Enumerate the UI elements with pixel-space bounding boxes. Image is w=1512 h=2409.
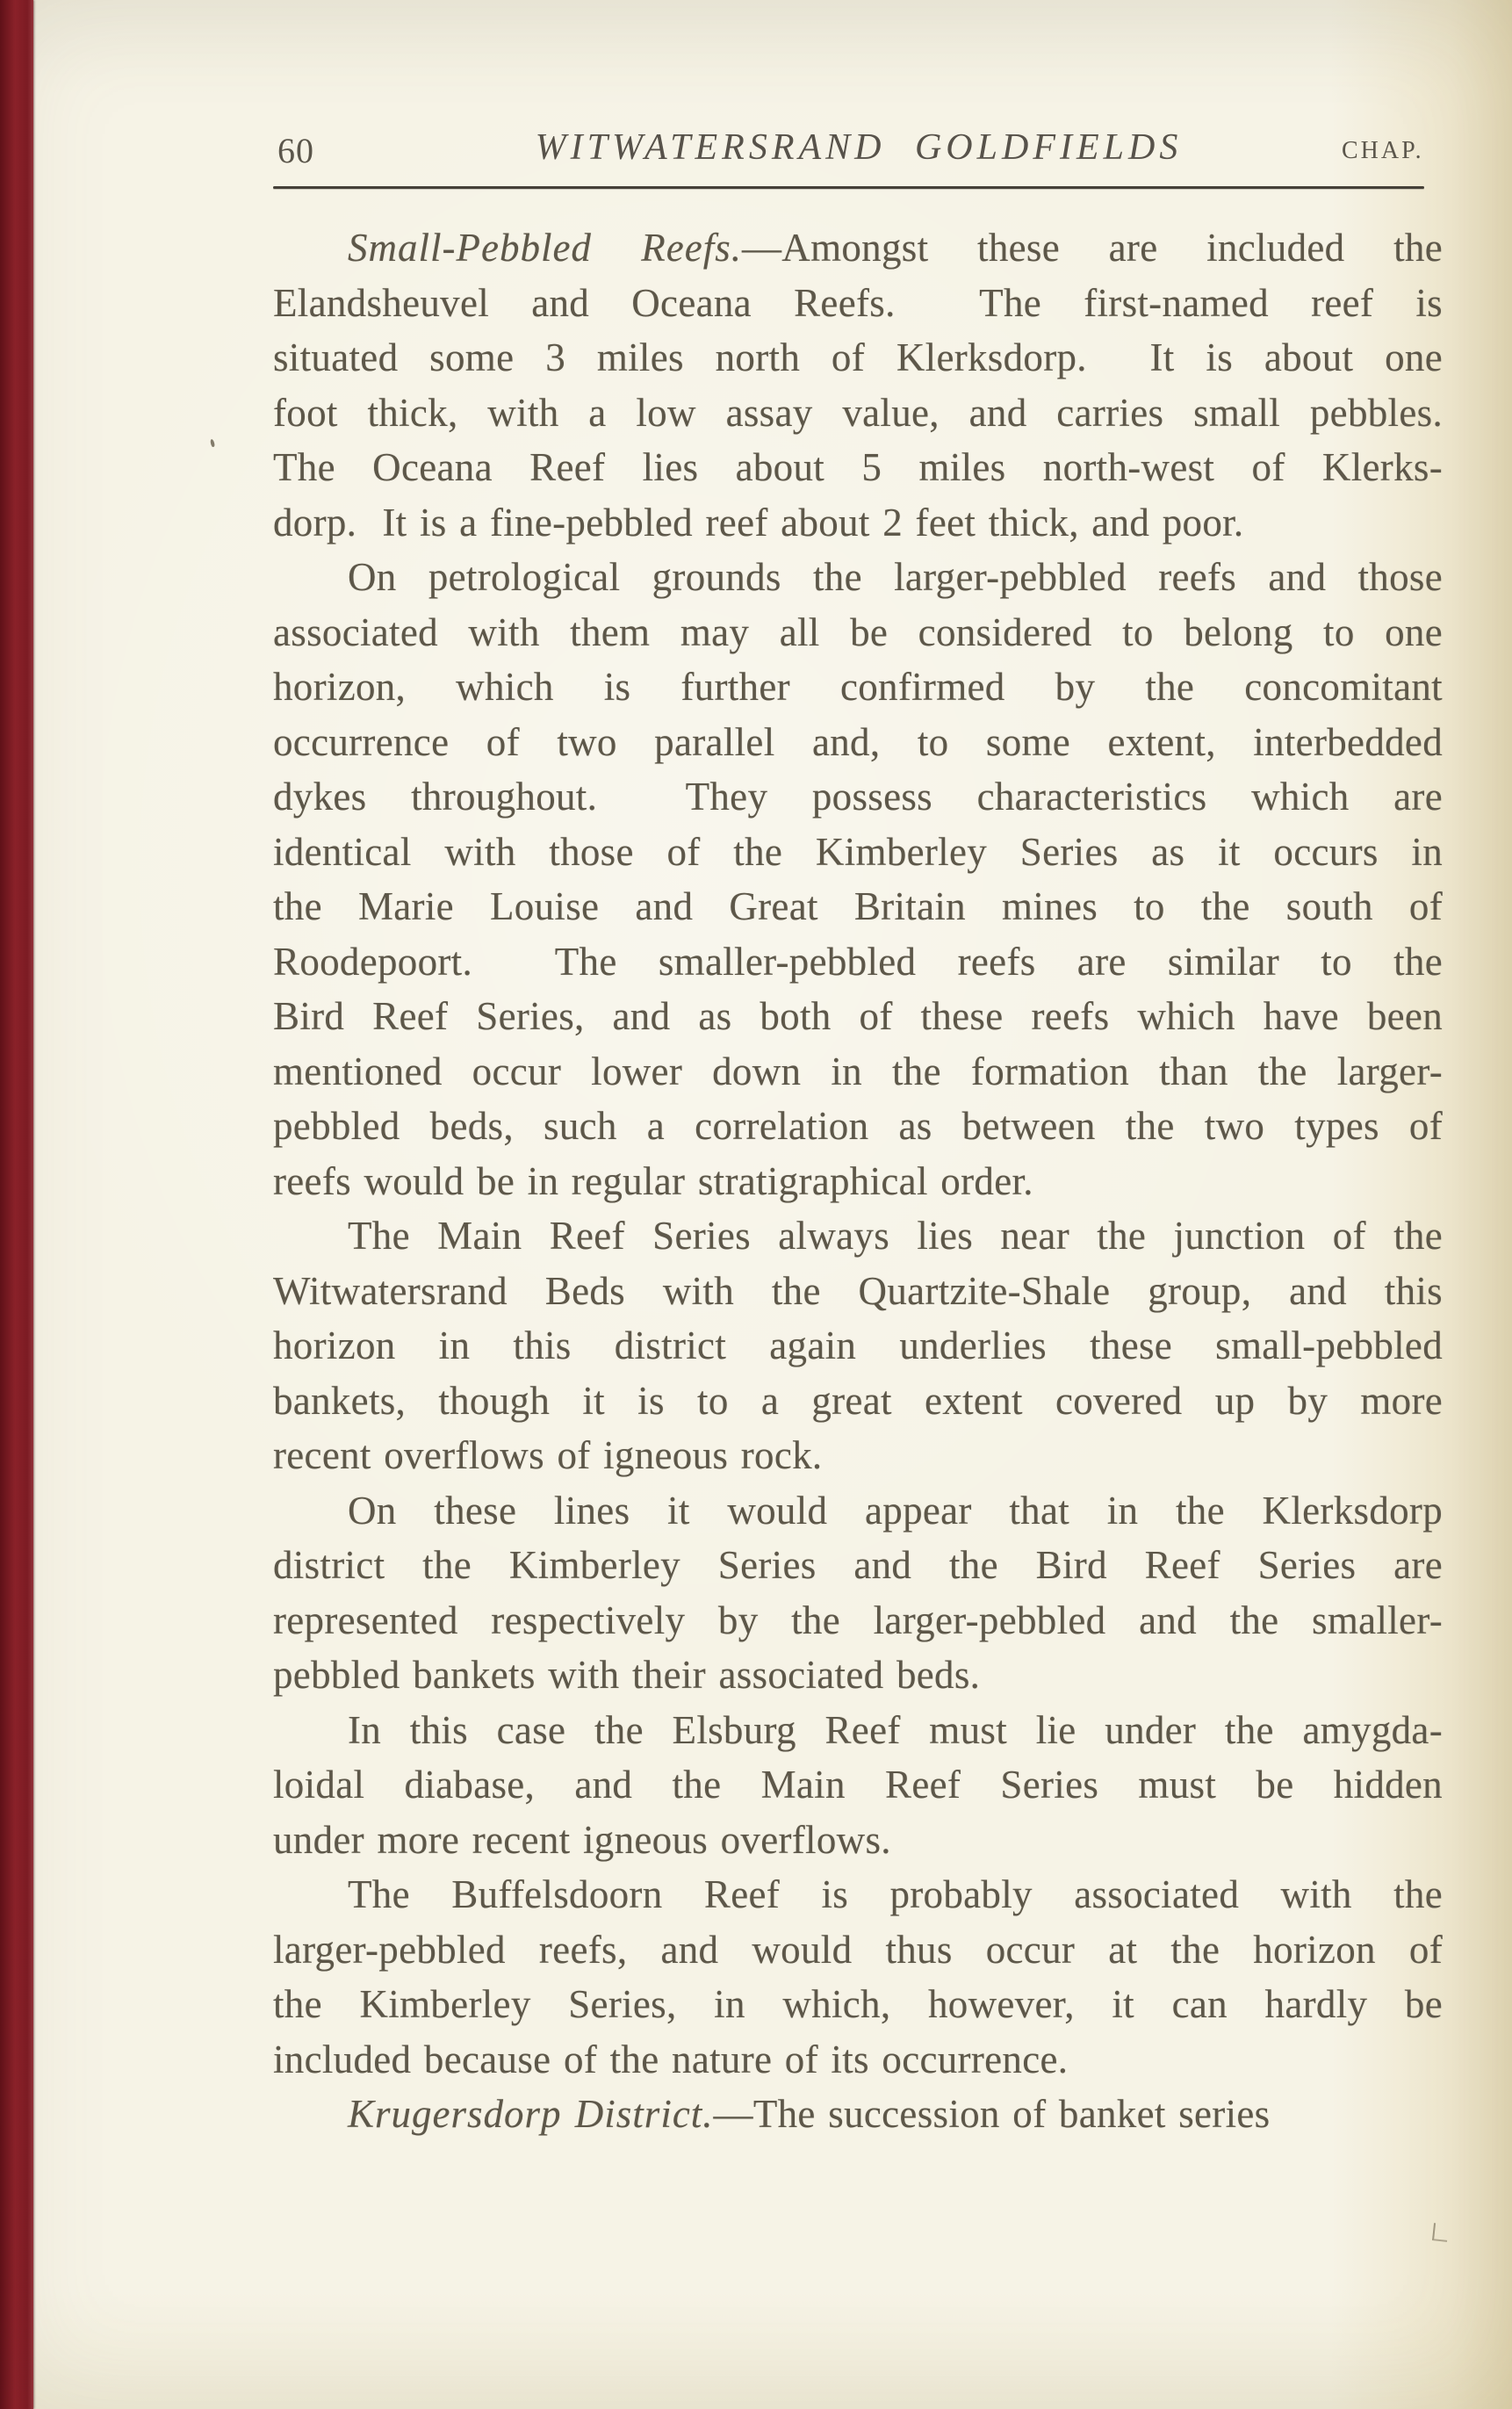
text-line xyxy=(273,2032,1443,2088)
text-line xyxy=(273,330,1443,386)
text-line xyxy=(273,276,1443,331)
line-text: the Kimberley Series, in which, however, it can hardly be xyxy=(273,1982,1443,2026)
text-line xyxy=(273,1813,1443,1868)
line-text: identical with those of the Kimberley Series as it occurs in xyxy=(273,829,1443,874)
text-line xyxy=(273,1757,1443,1813)
text-line xyxy=(273,1538,1443,1593)
text-line xyxy=(273,1867,1443,1922)
line-text: pebbled beds, such a correlation as between the two types of xyxy=(273,1104,1443,1148)
text-line xyxy=(273,1318,1443,1374)
text-line xyxy=(273,1977,1443,2032)
text-line xyxy=(273,825,1443,880)
line-text: the Marie Louise and Great Britain mines to the south of xyxy=(273,884,1443,928)
line-text: horizon, which is further confirmed by the concomitant xyxy=(273,665,1443,709)
line-text: Elandsheuvel and Oceana Reefs. The first-named reef is xyxy=(273,280,1443,325)
line-text: —Amongst these are included the xyxy=(741,226,1443,270)
italic-lead: Krugersdorp District. xyxy=(348,2092,714,2136)
line-text: horizon in this district again underlies these small-pebbled xyxy=(273,1324,1443,1367)
line-text: The Main Reef Series always lies near the junction of the xyxy=(348,1214,1443,1258)
line-text: dorp. It is a fine-pebbled reef about 2 feet thick, and poor. xyxy=(273,500,1244,545)
text-line xyxy=(273,495,1443,551)
header-rule xyxy=(273,186,1424,189)
line-text: district the Kimberley Series and the Bird Reef Series are xyxy=(273,1543,1443,1587)
line-text: dykes throughout. They possess characteristics which are xyxy=(273,775,1443,819)
text-line xyxy=(273,1483,1443,1539)
line-text: In this case the Elsburg Reef must lie under the amygda- xyxy=(348,1707,1443,1752)
line-text: reefs would be in regular stratigraphical order. xyxy=(273,1158,1033,1203)
line-text: On petrological grounds the larger-pebbled reefs and those xyxy=(348,555,1443,599)
line-text: associated with them may all be considered to belong to one xyxy=(273,609,1443,654)
line-text: Witwatersrand Beds with the Quartzite-Shale group, and this xyxy=(273,1268,1443,1313)
text-line xyxy=(273,1648,1443,1703)
chapter-label: CHAP. xyxy=(1342,137,1424,164)
text-line xyxy=(273,1703,1443,1758)
text-line xyxy=(273,440,1443,495)
text-line xyxy=(273,1374,1443,1429)
text-line xyxy=(273,1044,1443,1100)
line-text: loidal diabase, and the Main Reef Series must be hidden xyxy=(273,1763,1443,1807)
line-text: The Buffelsdoorn Reef is probably associated with the xyxy=(348,1872,1443,1916)
line-text: foot thick, with a low assay value, and carries small pebbles. xyxy=(273,390,1443,435)
text-line xyxy=(273,989,1443,1044)
line-text: larger-pebbled reefs, and would thus occur at the horizon of xyxy=(273,1927,1443,1972)
line-text: bankets, though it is to a great extent covered up by more xyxy=(273,1378,1443,1423)
text-line xyxy=(273,1154,1443,1209)
line-text: occurrence of two parallel and, to some extent, interbedded xyxy=(273,719,1443,764)
page-number: 60 xyxy=(277,131,314,170)
text-line xyxy=(273,605,1443,660)
text-line xyxy=(273,660,1443,715)
text-line xyxy=(273,715,1443,770)
italic-lead: Small-Pebbled Reefs. xyxy=(348,226,742,270)
text-line xyxy=(273,1264,1443,1319)
text-line xyxy=(273,1593,1443,1648)
line-text: Bird Reef Series, and as both of these reefs which have been xyxy=(273,994,1443,1038)
text-line xyxy=(273,1428,1443,1483)
line-text: under more recent igneous overflows. xyxy=(273,1817,891,1862)
line-text: —The succession of banket series xyxy=(713,2092,1271,2136)
line-text: mentioned occur lower down in the formation than the larger- xyxy=(273,1049,1443,1093)
text-line xyxy=(273,550,1443,605)
line-text: recent overflows of igneous rock. xyxy=(273,1433,823,1477)
line-text: situated some 3 miles north of Klerksdorp. It is about one xyxy=(273,335,1443,379)
text-line xyxy=(273,934,1443,990)
line-text: represented respectively by the larger-pebbled and the smaller- xyxy=(273,1598,1443,1642)
text-line xyxy=(273,2087,1443,2142)
text-line xyxy=(273,1099,1443,1154)
line-text: pebbled bankets with their associated beds. xyxy=(273,1653,981,1697)
line-text: included because of the nature of its occurrence. xyxy=(273,2037,1069,2081)
text-line xyxy=(273,1208,1443,1264)
running-header-title: WITWATERSRAND GOLDFIELDS xyxy=(535,127,1183,168)
line-text: On these lines it would appear that in the Klerksdorp xyxy=(348,1488,1443,1533)
text-line xyxy=(273,220,1443,276)
page-body xyxy=(273,220,1443,2142)
book-edge-stripe xyxy=(0,0,33,2409)
text-line xyxy=(273,386,1443,441)
text-line xyxy=(273,1922,1443,1978)
pencil-mark xyxy=(1432,2223,1449,2242)
text-line xyxy=(273,879,1443,934)
text-line xyxy=(273,769,1443,825)
line-text: Roodepoort. The smaller-pebbled reefs are similar to the xyxy=(273,939,1443,984)
line-text: The Oceana Reef lies about 5 miles north-west of Klerks- xyxy=(273,445,1443,489)
